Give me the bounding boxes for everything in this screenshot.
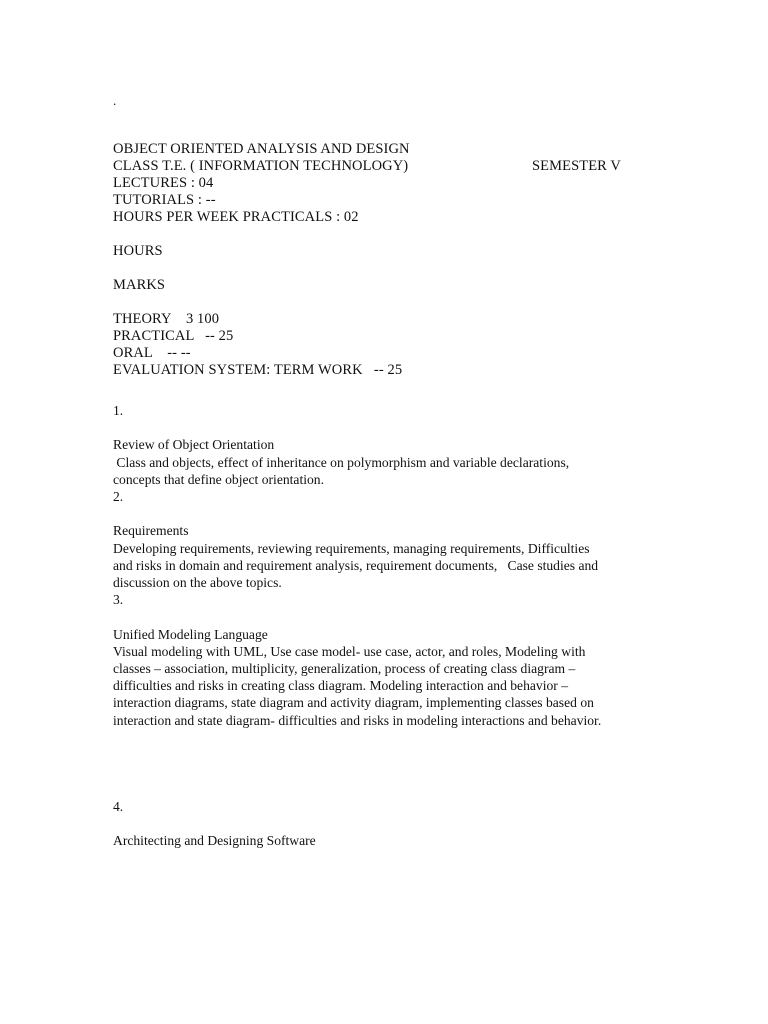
section-title: Requirements xyxy=(113,523,189,539)
section-text: interaction and state diagram- difficulties and risks in modeling interactions and behavior. xyxy=(113,712,602,728)
tutorials: TUTORIALS : -- xyxy=(113,192,216,208)
hours-heading: HOURS xyxy=(113,243,163,259)
section-title: Unified Modeling Language xyxy=(113,626,268,642)
section-text: Class and objects, effect of inheritance on polymorphism and variable declarations, xyxy=(113,454,570,470)
course-title: OBJECT ORIENTED ANALYSIS AND DESIGN xyxy=(113,141,410,157)
section-text: concepts that define object orientation. xyxy=(113,471,325,487)
class-line-row xyxy=(113,158,673,175)
evaluation-system: EVALUATION SYSTEM: TERM WORK -- 25 xyxy=(113,362,403,378)
marks-heading: MARKS xyxy=(113,277,166,293)
hours-practicals: HOURS PER WEEK PRACTICALS : 02 xyxy=(113,209,359,225)
section-text: discussion on the above topics. xyxy=(113,575,282,590)
oral-marks: ORAL -- -- xyxy=(113,345,191,361)
course-header xyxy=(113,141,673,379)
section-title: Review of Object Orientation xyxy=(113,437,275,453)
practical-marks: PRACTICAL -- 25 xyxy=(113,328,234,344)
section-text: Developing requirements, reviewing requirements, managing requirements, Difficulties xyxy=(113,540,590,556)
section-text: interaction diagrams, state diagram and activity diagram, implementing classes based on xyxy=(113,695,594,711)
section-title: Architecting and Designing Software xyxy=(113,833,316,849)
section-text: and risks in domain and requirement analysis, requirement documents, Case studies and xyxy=(113,557,599,573)
section-text: difficulties and risks in creating class diagram. Modeling interaction and behavior – xyxy=(113,678,569,694)
semester: SEMESTER V xyxy=(532,158,621,174)
section-number: 3. xyxy=(113,592,124,608)
syllabus-sections xyxy=(113,402,673,849)
lectures: LECTURES : 04 xyxy=(113,175,214,191)
class-line: CLASS T.E. ( INFORMATION TECHNOLOGY) xyxy=(113,158,409,174)
section-text: Visual modeling with UML, Use case model- use case, actor, and roles, Modeling with xyxy=(113,643,586,659)
section-number: 2. xyxy=(113,489,124,504)
section-text: classes – association, multiplicity, generalization, process of creating class diagram – xyxy=(113,661,576,676)
section-number: 1. xyxy=(113,403,124,418)
stray-mark: . xyxy=(113,93,117,108)
section-number: 4. xyxy=(113,798,124,814)
theory-marks: THEORY 3 100 xyxy=(113,311,220,327)
